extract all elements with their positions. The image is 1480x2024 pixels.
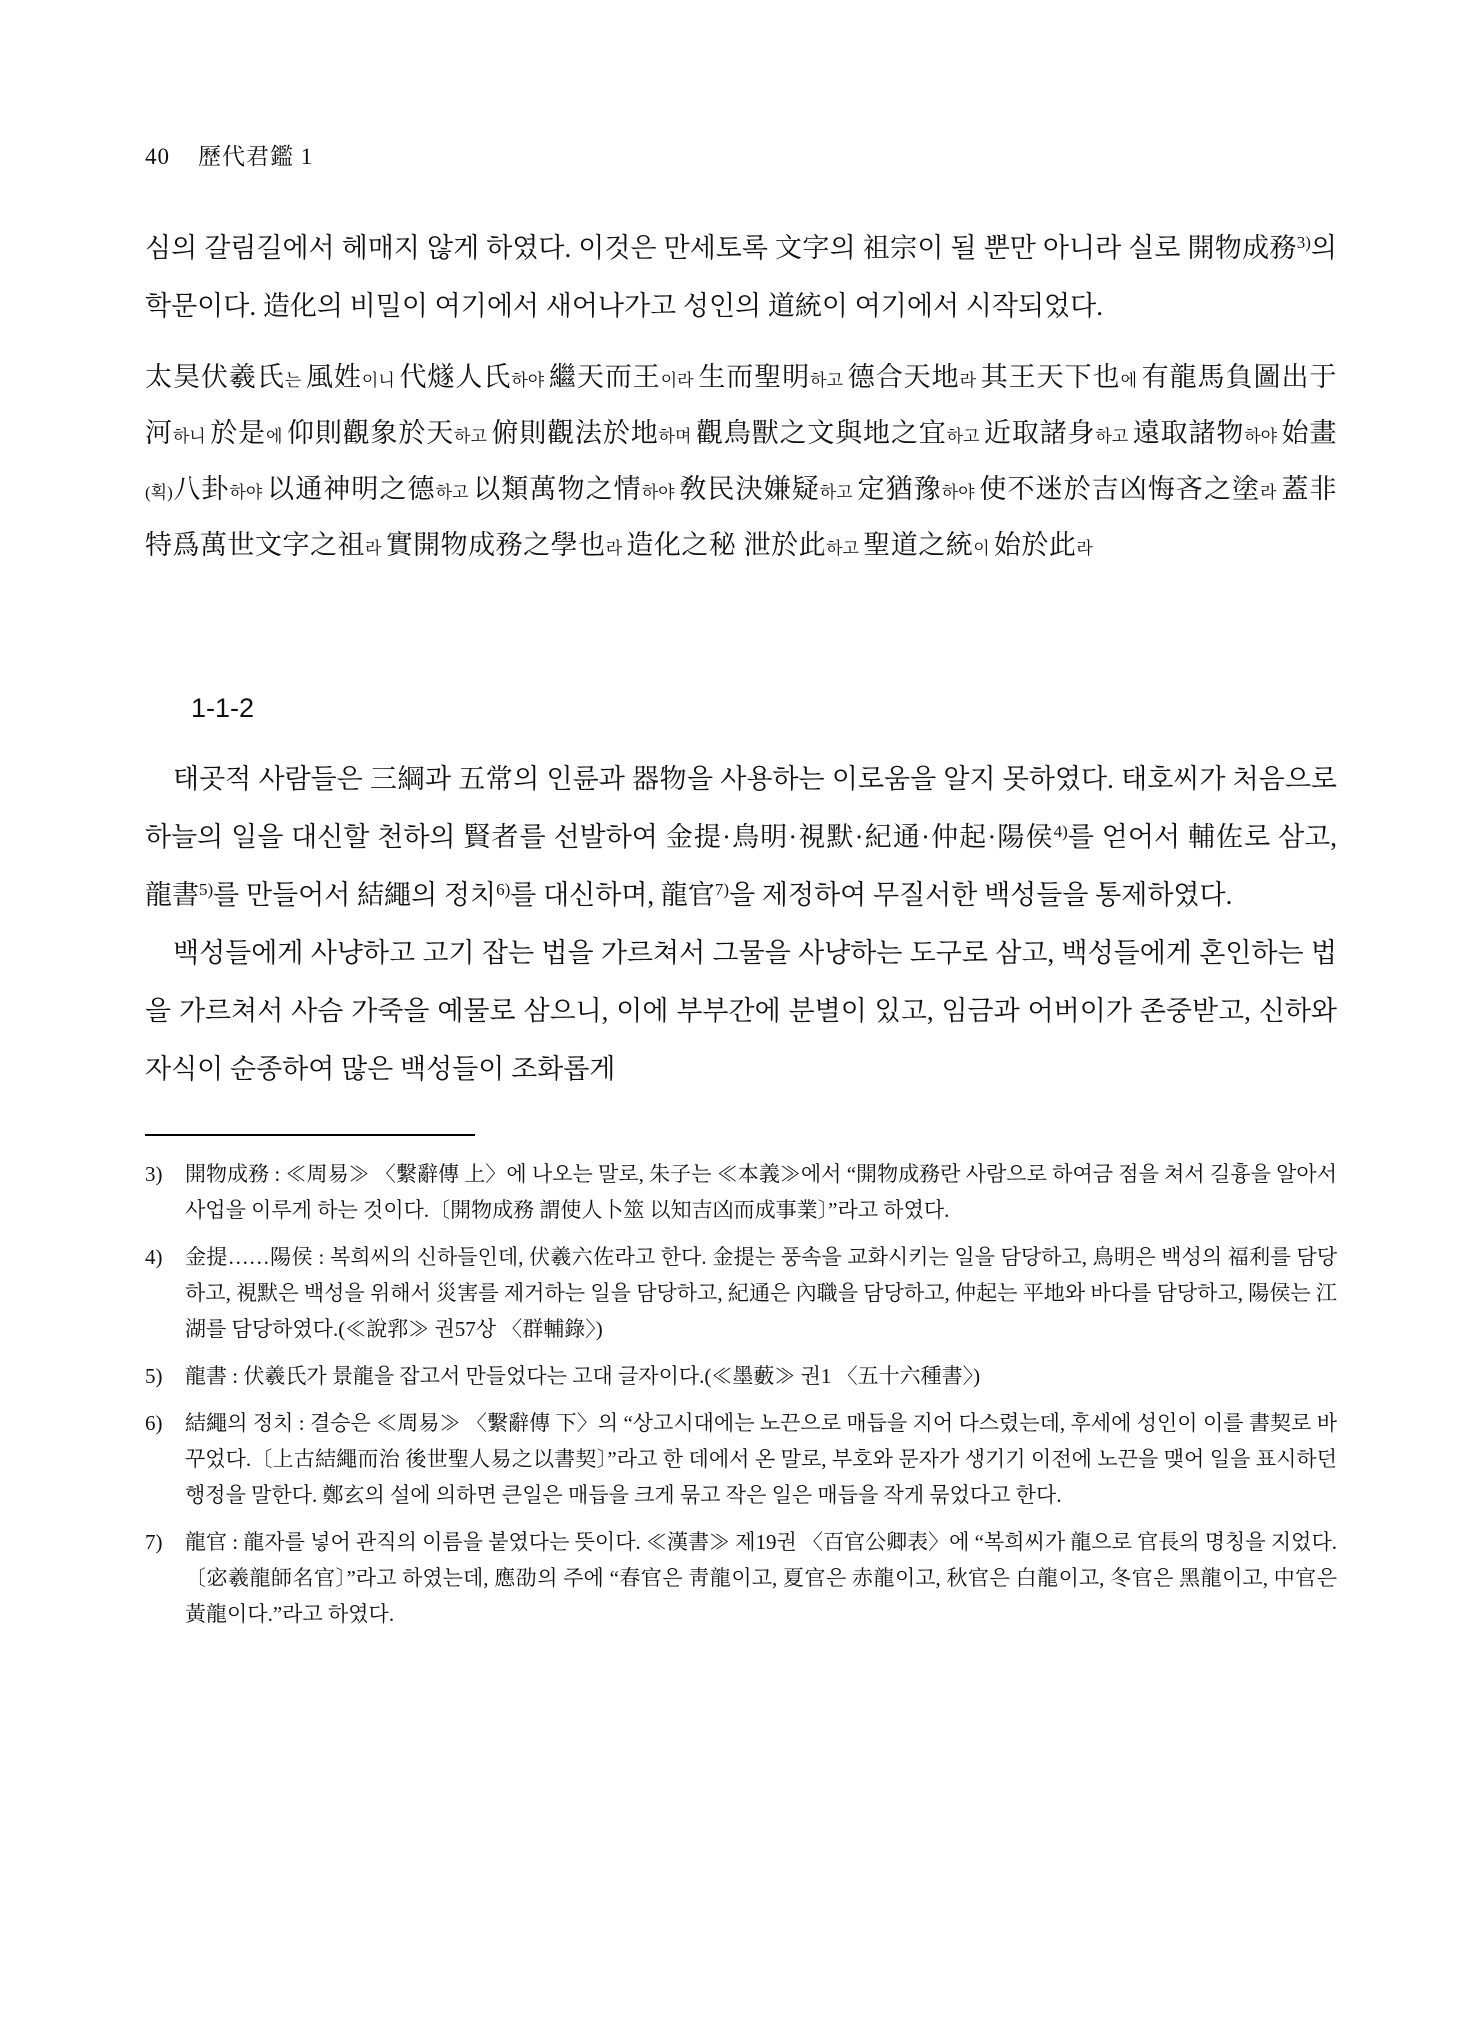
text-segment: 하고 [1095,427,1133,446]
text-segment: 를 얻어서 輔佐로 삼고, 龍書 [145,822,1337,910]
text-segment: 태곳적 사람들은 三綱과 五常의 인륜과 器物을 사용하는 이로움을 알지 못하였다. 태호씨가 처음으로 하늘의 일을 대신할 천하의 賢者를 선발하여 金提·鳥明·視默·紀通·仲起·陽侯 [145,764,1337,852]
text-segment: 하고 [819,483,858,502]
text-segment: 에 [1120,371,1142,390]
text-segment: 觀鳥獸之文與地之宜 [695,418,947,448]
text-segment: 實開物成務之學也 [385,530,606,560]
footnote-number: 4) [145,1245,163,1269]
text-segment: 하야 [641,483,680,502]
text-segment: (획) [145,483,173,502]
text-segment: 하며 [658,427,696,446]
hanmun-quotation-block [145,351,1337,575]
footnote-reference: 4) [1053,822,1068,841]
text-segment: 하야 [1244,427,1282,446]
text-segment: 하고 [946,427,984,446]
footnote-text: 龍官 : 龍자를 넣어 관직의 이름을 붙였다는 뜻이다. ≪漢書≫ 제19권 〈百官公卿表〉에 “복희씨가 龍으로 官長의 명칭을 지었다.〔宓羲龍師名官〕”라고 하였는데, 應劭의 주에 “春官은 靑龍이고, 夏官은 赤龍이고, 秋官은 白龍이고, 冬官은 黑龍이고, 中官은 黃龍이다.”라고 하였다. [185,1530,1337,1626]
footnote-number: 7) [145,1530,163,1554]
text-segment: 始畫 [1281,418,1337,448]
text-segment: 이라 [660,371,699,390]
paragraph-3 [145,924,1337,1098]
footnote-number: 3) [145,1162,163,1186]
footnote-reference: 5) [199,880,214,899]
footnote-text: 龍書 : 伏羲氏가 景龍을 잡고서 만들었다는 고대 글자이다.(≪墨藪≫ 권1 〈五十六種書〉) [185,1364,981,1388]
text-segment: 於是 [210,418,266,448]
text-segment: 太昊伏羲氏 [145,362,285,392]
footnote-reference: 7) [714,880,730,899]
text-segment: 라 [1076,539,1093,558]
text-segment: 라 [605,539,627,558]
text-segment: 生而聖明 [698,362,811,392]
footnote-text: 金提……陽侯 : 복희씨의 신하들인데, 伏羲六佐라고 한다. 金提는 풍속을 교화시키는 일을 담당하고, 鳥明은 백성의 福利를 담당하고, 視默은 백성을 위해서 災害를 제거하는 일을 담당하고, 紀通은 內職을 담당하고, 仲起는 平地와 바다를 담당하고, 陽侯는 江湖를 담당하였다.(≪說郛≫ 권57상 〈群輔錄〉) [185,1245,1337,1341]
text-segment: 하고 [454,427,492,446]
footnote-item [145,1239,1337,1347]
footnote-reference: 3) [1296,233,1311,252]
text-segment: 라 [959,371,981,390]
text-segment: 繼天而王 [548,362,661,392]
text-segment: 를 대신하며, 龍官 [510,880,715,910]
book-title: 歷代君鑑 1 [198,144,314,169]
text-segment: 하고 [826,539,864,558]
text-segment: 하고 [435,483,474,502]
text-segment: 는 [284,371,306,390]
text-segment: 八卦 [172,474,230,504]
text-segment: 라 [1260,483,1282,502]
footnote-item [145,1156,1337,1228]
text-segment: 使不迷於吉凶悔吝之塗 [979,474,1261,504]
text-segment: 其王天下也 [980,362,1121,392]
paragraph-continuation [145,219,1337,335]
footnote-text: 開物成務 : ≪周易≫ 〈繫辭傳 上〉에 나오는 말로, 朱子는 ≪本義≫에서 “開物成務란 사람으로 하여금 점을 쳐서 길흉을 알아서 사업을 이루게 하는 것이다.〔開物成務 謂使人卜筮 以知吉凶而成事業〕”라고 하였다. [185,1162,1337,1222]
text-segment: 風姓 [305,362,362,392]
text-segment: 俯則觀法於地 [491,418,659,448]
text-segment: 심의 갈림길에서 헤매지 않게 하였다. 이것은 만세토록 文字의 祖宗이 될 뿐만 아니라 실로 開物成務 [145,233,1297,263]
page-number: 40 [145,144,170,169]
text-segment: 造化之秘 泄於此 [626,530,827,560]
footnote-item [145,1405,1337,1513]
text-segment: 하야 [941,483,980,502]
text-segment: 代燧人氏 [399,362,512,392]
text-segment: 有龍馬負圖出于河 [145,362,1337,448]
paragraph-2 [145,750,1337,924]
text-segment: 하야 [229,483,268,502]
text-segment: 聖道之統 [863,530,974,560]
footnote-separator [145,1134,475,1136]
text-segment: 의 학문이다. 造化의 비밀이 여기에서 새어나가고 성인의 道統이 여기에서 시작되었다. [145,233,1337,321]
footnote-number: 6) [145,1411,163,1435]
text-segment: 을 제정하여 무질서한 백성들을 통제하였다. [729,880,1233,910]
text-segment: 敎民決嫌疑 [679,474,820,504]
text-segment: 이니 [361,371,400,390]
text-segment: 近取諸身 [984,418,1096,448]
text-segment: 하고 [810,371,848,390]
page-header [145,138,1337,171]
text-segment: 仰則觀象於天 [286,418,455,448]
text-segment: 始於此 [993,530,1077,560]
text-segment: 以類萬物之情 [473,474,642,504]
footnote-item [145,1358,1337,1394]
text-segment: 에 [265,427,287,446]
footnote-text: 結繩의 정치 : 결승은 ≪周易≫ 〈繫辭傳 下〉의 “상고시대에는 노끈으로 매듭을 지어 다스렸는데, 후세에 성인이 이를 書契로 바꾸었다.〔上古結繩而治 後世聖人易之以書契〕”라고 한 데에서 온 말로, 부호와 문자가 생기기 이전에 노끈을 맺어 일을 표시하던 행정을 말한다. 鄭玄의 설에 의하면 큰일은 매듭을 크게 묶고 작은 일은 매듭을 작게 묶었다고 한다. [185,1411,1337,1507]
text-segment: 以通神明之德 [267,474,436,504]
text-segment: 德合天地 [847,362,960,392]
text-segment: 백성들에게 사냥하고 고기 잡는 법을 가르쳐서 그물을 사냥하는 도구로 삼고, 백성들에게 혼인하는 법을 가르쳐서 사슴 가죽을 예물로 삼으니, 이에 부부간에 분별이 있고, 임금과 어버이가 존중받고, 신하와 자식이 순종하여 많은 백성들이 조화롭게 [145,938,1337,1084]
section-heading: 1-1-2 [191,693,255,723]
footnotes-section [145,1156,1337,1632]
text-segment: 이 [973,539,994,558]
text-segment: 蓋非特爲萬世文字之祖 [145,474,1337,560]
text-segment: 遠取諸物 [1132,418,1245,448]
text-segment: 하니 [172,427,211,446]
footnote-number: 5) [145,1364,163,1388]
footnote-item [145,1524,1337,1632]
footnote-reference: 6) [496,880,511,899]
text-segment: 하야 [511,371,549,390]
text-segment: 定猶豫 [857,474,942,504]
text-segment: 를 만들어서 結繩의 정치 [213,880,497,910]
text-segment: 라 [365,539,386,558]
